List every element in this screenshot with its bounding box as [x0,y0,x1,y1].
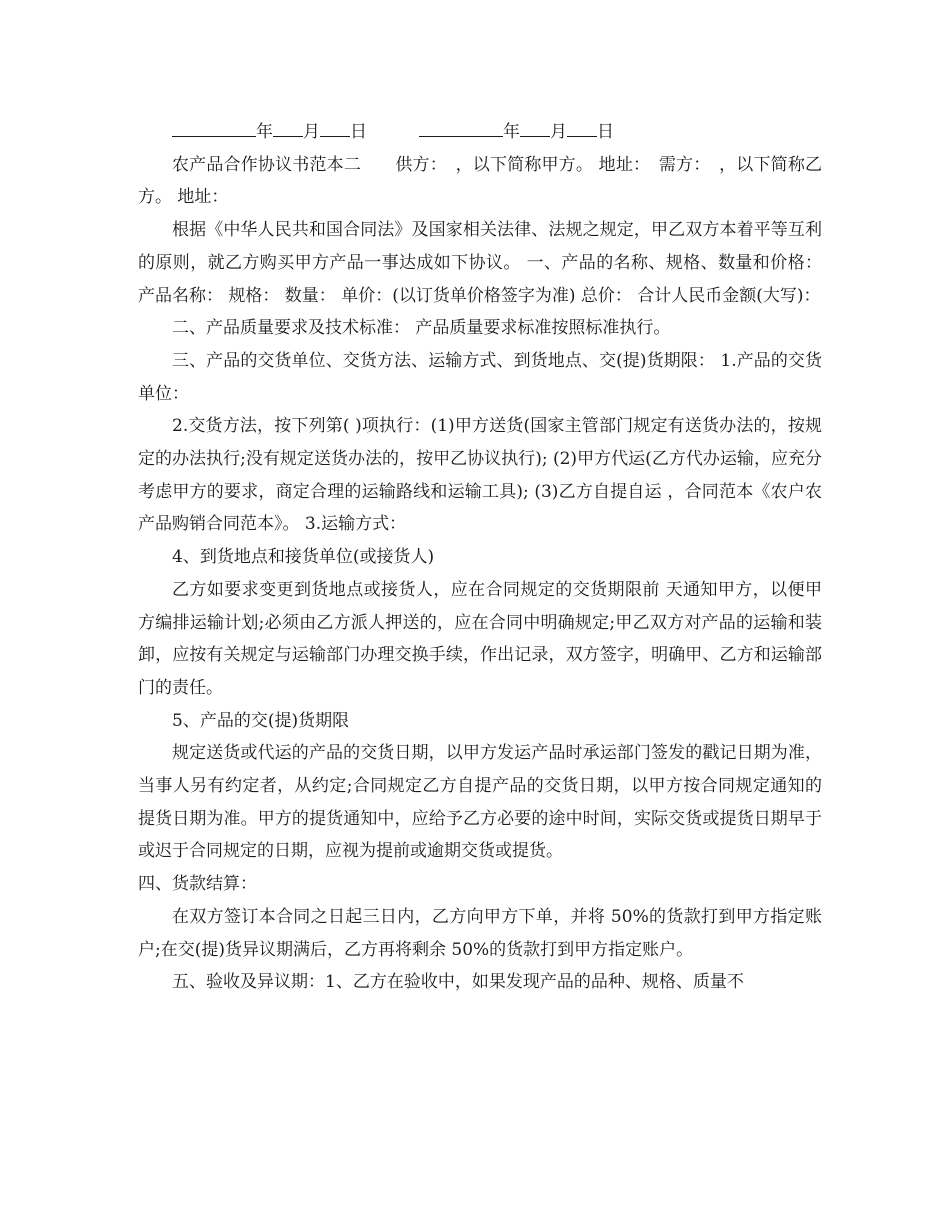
day-label: 日 [350,122,367,142]
paragraph-delivery-location-heading: 4、到货地点和接货单位(或接货人) [172,547,435,568]
paragraph-delivery-location: 乙方如要求变更到货地点或接货人，应在合同规定的交货期限前 天通知甲方，以便甲方编排运输计划;必须由乙方派人押送的，应在合同中明确规定;甲乙双方对产品的运输和装卸，应按有关规定与运输部门办理交换手续，作出记录，双方签字，明确甲、乙方和运输部门的责任。 [138,579,822,698]
paragraph-delivery-terms: 三、产品的交货单位、交货方法、运输方式、到货地点、交(提)货期限： 1.产品的交货单位： [138,350,822,404]
paragraph-delivery-method: 2.交货方法，按下列第( )项执行：(1)甲方送货(国家主管部门规定有送货办法的，按规定的办法执行;没有规定送货办法的，按甲乙协议执行); (2)甲方代运(乙方代办运输，应充分考虑甲方的要求，商定合理的运输路线和运输工具); (3)乙方自提自运 ，合同范本《农户农产品购销合同范本》。 3.运输方式： [138,416,822,535]
paragraph-delivery-period: 规定送货或代运的产品的交货日期，以甲方发运产品时承运部门签发的戳记日期为准，当事人另有约定者，从约定;合同规定乙方自提产品的交货日期，以甲方按合同规定通知的提货日期为准。甲方的提货通知中，应给予乙方必要的途中时间，实际交货或提货日期早于或迟于合同规定的日期，应视为提前或逾期交货或提货。 [138,743,822,862]
month-blank [273,118,303,137]
paragraph-delivery-period-heading: 5、产品的交(提)货期限 [172,710,350,731]
paragraph-basis-and-products: 根据《中华人民共和国合同法》及国家相关法律、法规之规定，甲乙双方本着平等互利的原则，就乙方购买甲方产品一事达成如下协议。 一、产品的名称、规格、数量和价格： 产品名称： 规格： 数量： 单价：(以订货单价格签字为准) 总价： 合计人民币金额(大写)： [138,220,822,306]
year-blank [419,118,503,137]
paragraph-payment: 在双方签订本合同之日起三日内，乙方向甲方下单，并将 50%的货款打到甲方指定账户;在交(提)货异议期满后，乙方再将剩余 50%的货款打到甲方指定账户。 [138,906,822,960]
year-blank [172,118,256,137]
year-label: 年 [503,122,520,142]
date-line [138,116,822,149]
day-blank [320,118,350,137]
date-group-1 [172,116,367,149]
paragraph-parties: 农产品合作协议书范本二 供方： ，以下简称甲方。 地址： 需方： ，以下简称乙方。 地址： [138,154,822,208]
day-label: 日 [597,122,614,142]
document-body [138,116,822,999]
day-blank [567,118,597,137]
month-blank [520,118,550,137]
month-label: 月 [550,122,567,142]
date-group-2 [419,116,614,149]
paragraph-payment-heading: 四、货款结算： [138,874,257,895]
paragraph-acceptance: 五、验收及异议期：1、乙方在验收中，如果发现产品的品种、规格、质量不 [172,972,744,993]
paragraph-quality-standard: 二、产品质量要求及技术标准： 产品质量要求标准按照标准执行。 [172,318,671,339]
month-label: 月 [303,122,320,142]
year-label: 年 [256,122,273,142]
